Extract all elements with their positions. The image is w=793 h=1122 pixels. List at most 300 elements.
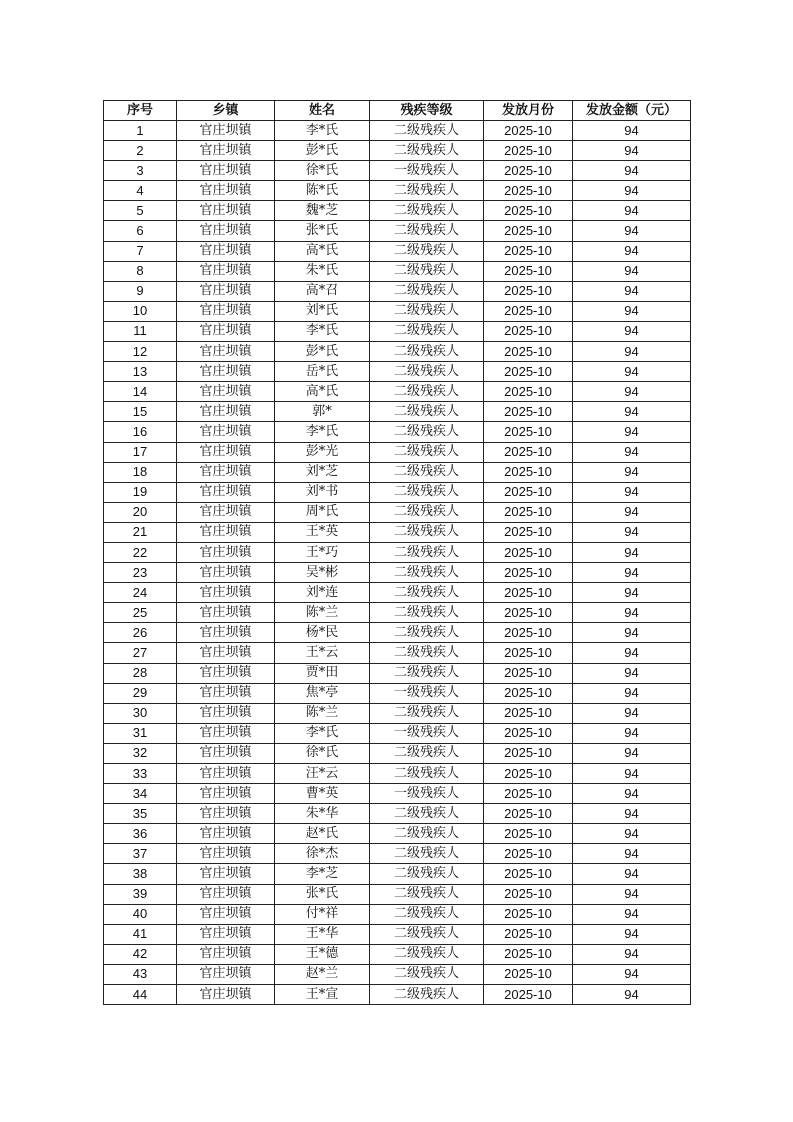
cell-no: 33 <box>104 764 177 784</box>
cell-town: 官庄坝镇 <box>177 382 275 402</box>
cell-amount: 94 <box>573 442 691 462</box>
cell-grade: 二级残疾人 <box>370 643 484 663</box>
cell-name: 徐*杰 <box>275 844 370 864</box>
cell-no: 23 <box>104 563 177 583</box>
cell-town: 官庄坝镇 <box>177 964 275 984</box>
table-row <box>104 643 691 663</box>
table-row <box>104 663 691 683</box>
cell-month: 2025-10 <box>484 301 573 321</box>
cell-no: 16 <box>104 422 177 442</box>
cell-no: 14 <box>104 382 177 402</box>
cell-grade: 二级残疾人 <box>370 281 484 301</box>
cell-town: 官庄坝镇 <box>177 482 275 502</box>
cell-month: 2025-10 <box>484 141 573 161</box>
cell-grade: 二级残疾人 <box>370 703 484 723</box>
cell-month: 2025-10 <box>484 422 573 442</box>
table-row <box>104 382 691 402</box>
cell-grade: 二级残疾人 <box>370 342 484 362</box>
cell-amount: 94 <box>573 603 691 623</box>
cell-name: 李*氏 <box>275 422 370 442</box>
cell-grade: 二级残疾人 <box>370 944 484 964</box>
cell-grade: 二级残疾人 <box>370 462 484 482</box>
cell-month: 2025-10 <box>484 703 573 723</box>
cell-name: 周*氏 <box>275 502 370 522</box>
cell-month: 2025-10 <box>484 281 573 301</box>
cell-month: 2025-10 <box>484 964 573 984</box>
cell-name: 高*召 <box>275 281 370 301</box>
cell-month: 2025-10 <box>484 884 573 904</box>
cell-grade: 二级残疾人 <box>370 844 484 864</box>
cell-month: 2025-10 <box>484 321 573 341</box>
cell-name: 彭*氏 <box>275 342 370 362</box>
cell-name: 徐*氏 <box>275 743 370 763</box>
cell-month: 2025-10 <box>484 522 573 542</box>
cell-town: 官庄坝镇 <box>177 703 275 723</box>
cell-month: 2025-10 <box>484 442 573 462</box>
cell-grade: 二级残疾人 <box>370 141 484 161</box>
cell-no: 7 <box>104 241 177 261</box>
cell-town: 官庄坝镇 <box>177 362 275 382</box>
table-row <box>104 442 691 462</box>
table-row <box>104 181 691 201</box>
cell-grade: 二级残疾人 <box>370 824 484 844</box>
cell-grade: 二级残疾人 <box>370 924 484 944</box>
cell-no: 4 <box>104 181 177 201</box>
cell-town: 官庄坝镇 <box>177 422 275 442</box>
table-row <box>104 784 691 804</box>
cell-no: 12 <box>104 342 177 362</box>
cell-amount: 94 <box>573 422 691 442</box>
cell-town: 官庄坝镇 <box>177 462 275 482</box>
cell-no: 28 <box>104 663 177 683</box>
cell-amount: 94 <box>573 844 691 864</box>
cell-town: 官庄坝镇 <box>177 121 275 141</box>
cell-town: 官庄坝镇 <box>177 442 275 462</box>
cell-no: 15 <box>104 402 177 422</box>
cell-grade: 二级残疾人 <box>370 964 484 984</box>
cell-month: 2025-10 <box>484 804 573 824</box>
cell-amount: 94 <box>573 181 691 201</box>
cell-town: 官庄坝镇 <box>177 944 275 964</box>
cell-month: 2025-10 <box>484 542 573 562</box>
table-row <box>104 844 691 864</box>
cell-name: 赵*氏 <box>275 824 370 844</box>
cell-month: 2025-10 <box>484 221 573 241</box>
table-row <box>104 985 691 1005</box>
table-row <box>104 161 691 181</box>
cell-no: 21 <box>104 522 177 542</box>
cell-amount: 94 <box>573 723 691 743</box>
cell-grade: 二级残疾人 <box>370 864 484 884</box>
cell-grade: 二级残疾人 <box>370 201 484 221</box>
cell-month: 2025-10 <box>484 342 573 362</box>
cell-grade: 二级残疾人 <box>370 764 484 784</box>
cell-amount: 94 <box>573 161 691 181</box>
cell-town: 官庄坝镇 <box>177 583 275 603</box>
cell-town: 官庄坝镇 <box>177 241 275 261</box>
cell-town: 官庄坝镇 <box>177 743 275 763</box>
cell-grade: 二级残疾人 <box>370 261 484 281</box>
cell-town: 官庄坝镇 <box>177 663 275 683</box>
cell-grade: 二级残疾人 <box>370 522 484 542</box>
cell-grade: 二级残疾人 <box>370 603 484 623</box>
cell-month: 2025-10 <box>484 362 573 382</box>
cell-town: 官庄坝镇 <box>177 181 275 201</box>
cell-town: 官庄坝镇 <box>177 904 275 924</box>
cell-town: 官庄坝镇 <box>177 824 275 844</box>
cell-name: 陈*氏 <box>275 181 370 201</box>
cell-month: 2025-10 <box>484 864 573 884</box>
cell-grade: 二级残疾人 <box>370 663 484 683</box>
cell-grade: 二级残疾人 <box>370 181 484 201</box>
table-row <box>104 241 691 261</box>
table-row <box>104 281 691 301</box>
cell-amount: 94 <box>573 141 691 161</box>
table-row <box>104 944 691 964</box>
cell-amount: 94 <box>573 924 691 944</box>
cell-no: 44 <box>104 985 177 1005</box>
cell-no: 34 <box>104 784 177 804</box>
cell-grade: 二级残疾人 <box>370 884 484 904</box>
table-row <box>104 764 691 784</box>
table-row <box>104 703 691 723</box>
cell-grade: 一级残疾人 <box>370 784 484 804</box>
cell-grade: 二级残疾人 <box>370 121 484 141</box>
cell-town: 官庄坝镇 <box>177 542 275 562</box>
cell-amount: 94 <box>573 563 691 583</box>
cell-town: 官庄坝镇 <box>177 985 275 1005</box>
table-body <box>104 121 691 1005</box>
cell-no: 26 <box>104 623 177 643</box>
cell-grade: 一级残疾人 <box>370 723 484 743</box>
table-row <box>104 502 691 522</box>
cell-month: 2025-10 <box>484 201 573 221</box>
cell-amount: 94 <box>573 784 691 804</box>
cell-town: 官庄坝镇 <box>177 764 275 784</box>
header-row <box>104 101 691 121</box>
cell-name: 焦*亭 <box>275 683 370 703</box>
cell-town: 官庄坝镇 <box>177 502 275 522</box>
cell-amount: 94 <box>573 663 691 683</box>
cell-amount: 94 <box>573 201 691 221</box>
cell-town: 官庄坝镇 <box>177 141 275 161</box>
cell-grade: 二级残疾人 <box>370 321 484 341</box>
cell-amount: 94 <box>573 964 691 984</box>
cell-no: 40 <box>104 904 177 924</box>
cell-month: 2025-10 <box>484 844 573 864</box>
cell-name: 王*英 <box>275 522 370 542</box>
cell-no: 27 <box>104 643 177 663</box>
cell-month: 2025-10 <box>484 924 573 944</box>
cell-month: 2025-10 <box>484 482 573 502</box>
cell-month: 2025-10 <box>484 583 573 603</box>
cell-month: 2025-10 <box>484 563 573 583</box>
cell-month: 2025-10 <box>484 241 573 261</box>
table-row <box>104 342 691 362</box>
table-row <box>104 824 691 844</box>
cell-name: 刘*氏 <box>275 301 370 321</box>
table-row <box>104 201 691 221</box>
table-row <box>104 623 691 643</box>
cell-amount: 94 <box>573 824 691 844</box>
cell-town: 官庄坝镇 <box>177 683 275 703</box>
table-row <box>104 804 691 824</box>
cell-amount: 94 <box>573 944 691 964</box>
cell-no: 41 <box>104 924 177 944</box>
cell-town: 官庄坝镇 <box>177 804 275 824</box>
cell-name: 郭* <box>275 402 370 422</box>
table-row <box>104 462 691 482</box>
table-row <box>104 884 691 904</box>
cell-no: 39 <box>104 884 177 904</box>
table-row <box>104 542 691 562</box>
header-grade: 残疾等级 <box>370 101 484 121</box>
cell-amount: 94 <box>573 542 691 562</box>
cell-amount: 94 <box>573 502 691 522</box>
table-row <box>104 402 691 422</box>
cell-town: 官庄坝镇 <box>177 643 275 663</box>
cell-town: 官庄坝镇 <box>177 784 275 804</box>
cell-name: 刘*连 <box>275 583 370 603</box>
cell-name: 杨*民 <box>275 623 370 643</box>
cell-grade: 二级残疾人 <box>370 301 484 321</box>
cell-amount: 94 <box>573 703 691 723</box>
cell-month: 2025-10 <box>484 764 573 784</box>
cell-no: 20 <box>104 502 177 522</box>
cell-amount: 94 <box>573 462 691 482</box>
cell-amount: 94 <box>573 583 691 603</box>
cell-grade: 二级残疾人 <box>370 542 484 562</box>
cell-name: 朱*华 <box>275 804 370 824</box>
table-row <box>104 683 691 703</box>
cell-name: 刘*书 <box>275 482 370 502</box>
cell-grade: 二级残疾人 <box>370 743 484 763</box>
cell-amount: 94 <box>573 482 691 502</box>
cell-name: 贾*田 <box>275 663 370 683</box>
cell-name: 魏*芝 <box>275 201 370 221</box>
cell-month: 2025-10 <box>484 904 573 924</box>
cell-amount: 94 <box>573 623 691 643</box>
subsidy-table <box>103 100 691 1005</box>
cell-month: 2025-10 <box>484 944 573 964</box>
cell-name: 王*宣 <box>275 985 370 1005</box>
cell-grade: 二级残疾人 <box>370 241 484 261</box>
cell-grade: 二级残疾人 <box>370 502 484 522</box>
cell-amount: 94 <box>573 864 691 884</box>
cell-name: 汪*云 <box>275 764 370 784</box>
cell-town: 官庄坝镇 <box>177 221 275 241</box>
cell-no: 38 <box>104 864 177 884</box>
cell-no: 30 <box>104 703 177 723</box>
cell-amount: 94 <box>573 643 691 663</box>
cell-no: 42 <box>104 944 177 964</box>
cell-no: 36 <box>104 824 177 844</box>
table-row <box>104 723 691 743</box>
cell-month: 2025-10 <box>484 663 573 683</box>
cell-no: 25 <box>104 603 177 623</box>
cell-name: 徐*氏 <box>275 161 370 181</box>
cell-no: 8 <box>104 261 177 281</box>
cell-town: 官庄坝镇 <box>177 402 275 422</box>
cell-amount: 94 <box>573 362 691 382</box>
cell-name: 赵*兰 <box>275 964 370 984</box>
cell-name: 张*氏 <box>275 221 370 241</box>
cell-town: 官庄坝镇 <box>177 261 275 281</box>
table-row <box>104 261 691 281</box>
cell-grade: 二级残疾人 <box>370 804 484 824</box>
cell-no: 37 <box>104 844 177 864</box>
cell-month: 2025-10 <box>484 723 573 743</box>
cell-month: 2025-10 <box>484 261 573 281</box>
cell-no: 24 <box>104 583 177 603</box>
table-row <box>104 563 691 583</box>
cell-name: 高*氏 <box>275 241 370 261</box>
cell-grade: 二级残疾人 <box>370 402 484 422</box>
cell-town: 官庄坝镇 <box>177 301 275 321</box>
cell-grade: 二级残疾人 <box>370 362 484 382</box>
cell-town: 官庄坝镇 <box>177 522 275 542</box>
cell-no: 6 <box>104 221 177 241</box>
cell-name: 李*氏 <box>275 321 370 341</box>
table-row <box>104 583 691 603</box>
cell-name: 高*氏 <box>275 382 370 402</box>
cell-name: 李*芝 <box>275 864 370 884</box>
cell-amount: 94 <box>573 522 691 542</box>
cell-grade: 二级残疾人 <box>370 985 484 1005</box>
cell-name: 岳*氏 <box>275 362 370 382</box>
table-row <box>104 904 691 924</box>
cell-town: 官庄坝镇 <box>177 563 275 583</box>
cell-name: 付*祥 <box>275 904 370 924</box>
table-row <box>104 321 691 341</box>
cell-month: 2025-10 <box>484 643 573 663</box>
cell-grade: 二级残疾人 <box>370 482 484 502</box>
cell-month: 2025-10 <box>484 743 573 763</box>
cell-no: 22 <box>104 542 177 562</box>
table-row <box>104 964 691 984</box>
cell-no: 19 <box>104 482 177 502</box>
table-row <box>104 422 691 442</box>
cell-amount: 94 <box>573 804 691 824</box>
cell-grade: 一级残疾人 <box>370 161 484 181</box>
cell-town: 官庄坝镇 <box>177 723 275 743</box>
cell-grade: 二级残疾人 <box>370 221 484 241</box>
cell-name: 曹*英 <box>275 784 370 804</box>
cell-amount: 94 <box>573 261 691 281</box>
cell-month: 2025-10 <box>484 121 573 141</box>
cell-amount: 94 <box>573 683 691 703</box>
cell-grade: 二级残疾人 <box>370 382 484 402</box>
cell-amount: 94 <box>573 321 691 341</box>
header-town: 乡镇 <box>177 101 275 121</box>
cell-no: 31 <box>104 723 177 743</box>
cell-month: 2025-10 <box>484 161 573 181</box>
cell-month: 2025-10 <box>484 502 573 522</box>
table-row <box>104 743 691 763</box>
cell-name: 吴*彬 <box>275 563 370 583</box>
cell-amount: 94 <box>573 764 691 784</box>
table-row <box>104 362 691 382</box>
cell-town: 官庄坝镇 <box>177 623 275 643</box>
cell-grade: 二级残疾人 <box>370 442 484 462</box>
cell-grade: 二级残疾人 <box>370 583 484 603</box>
cell-grade: 一级残疾人 <box>370 683 484 703</box>
cell-no: 32 <box>104 743 177 763</box>
cell-amount: 94 <box>573 743 691 763</box>
cell-month: 2025-10 <box>484 462 573 482</box>
cell-month: 2025-10 <box>484 985 573 1005</box>
cell-no: 29 <box>104 683 177 703</box>
cell-amount: 94 <box>573 241 691 261</box>
cell-no: 2 <box>104 141 177 161</box>
cell-amount: 94 <box>573 884 691 904</box>
cell-amount: 94 <box>573 402 691 422</box>
cell-name: 彭*光 <box>275 442 370 462</box>
cell-amount: 94 <box>573 281 691 301</box>
cell-town: 官庄坝镇 <box>177 281 275 301</box>
cell-name: 朱*氏 <box>275 261 370 281</box>
table-row <box>104 221 691 241</box>
cell-amount: 94 <box>573 301 691 321</box>
cell-name: 陈*兰 <box>275 703 370 723</box>
table-row <box>104 603 691 623</box>
header-name: 姓名 <box>275 101 370 121</box>
cell-name: 刘*芝 <box>275 462 370 482</box>
cell-grade: 二级残疾人 <box>370 422 484 442</box>
cell-amount: 94 <box>573 221 691 241</box>
cell-town: 官庄坝镇 <box>177 864 275 884</box>
table-row <box>104 522 691 542</box>
cell-name: 张*氏 <box>275 884 370 904</box>
cell-no: 11 <box>104 321 177 341</box>
cell-name: 彭*氏 <box>275 141 370 161</box>
cell-amount: 94 <box>573 985 691 1005</box>
cell-name: 李*氏 <box>275 723 370 743</box>
cell-no: 13 <box>104 362 177 382</box>
cell-no: 10 <box>104 301 177 321</box>
table-row <box>104 482 691 502</box>
cell-name: 李*氏 <box>275 121 370 141</box>
table-row <box>104 301 691 321</box>
cell-no: 9 <box>104 281 177 301</box>
header-amount: 发放金额（元） <box>573 101 691 121</box>
cell-name: 王*巧 <box>275 542 370 562</box>
cell-grade: 二级残疾人 <box>370 563 484 583</box>
cell-no: 17 <box>104 442 177 462</box>
header-month: 发放月份 <box>484 101 573 121</box>
cell-amount: 94 <box>573 382 691 402</box>
cell-name: 王*德 <box>275 944 370 964</box>
cell-no: 18 <box>104 462 177 482</box>
cell-month: 2025-10 <box>484 824 573 844</box>
table-row <box>104 141 691 161</box>
cell-month: 2025-10 <box>484 623 573 643</box>
cell-month: 2025-10 <box>484 784 573 804</box>
cell-town: 官庄坝镇 <box>177 201 275 221</box>
cell-name: 王*华 <box>275 924 370 944</box>
header-no: 序号 <box>104 101 177 121</box>
cell-town: 官庄坝镇 <box>177 844 275 864</box>
cell-no: 43 <box>104 964 177 984</box>
cell-town: 官庄坝镇 <box>177 924 275 944</box>
cell-no: 3 <box>104 161 177 181</box>
cell-town: 官庄坝镇 <box>177 603 275 623</box>
cell-amount: 94 <box>573 904 691 924</box>
cell-amount: 94 <box>573 342 691 362</box>
cell-month: 2025-10 <box>484 603 573 623</box>
cell-town: 官庄坝镇 <box>177 884 275 904</box>
cell-town: 官庄坝镇 <box>177 161 275 181</box>
